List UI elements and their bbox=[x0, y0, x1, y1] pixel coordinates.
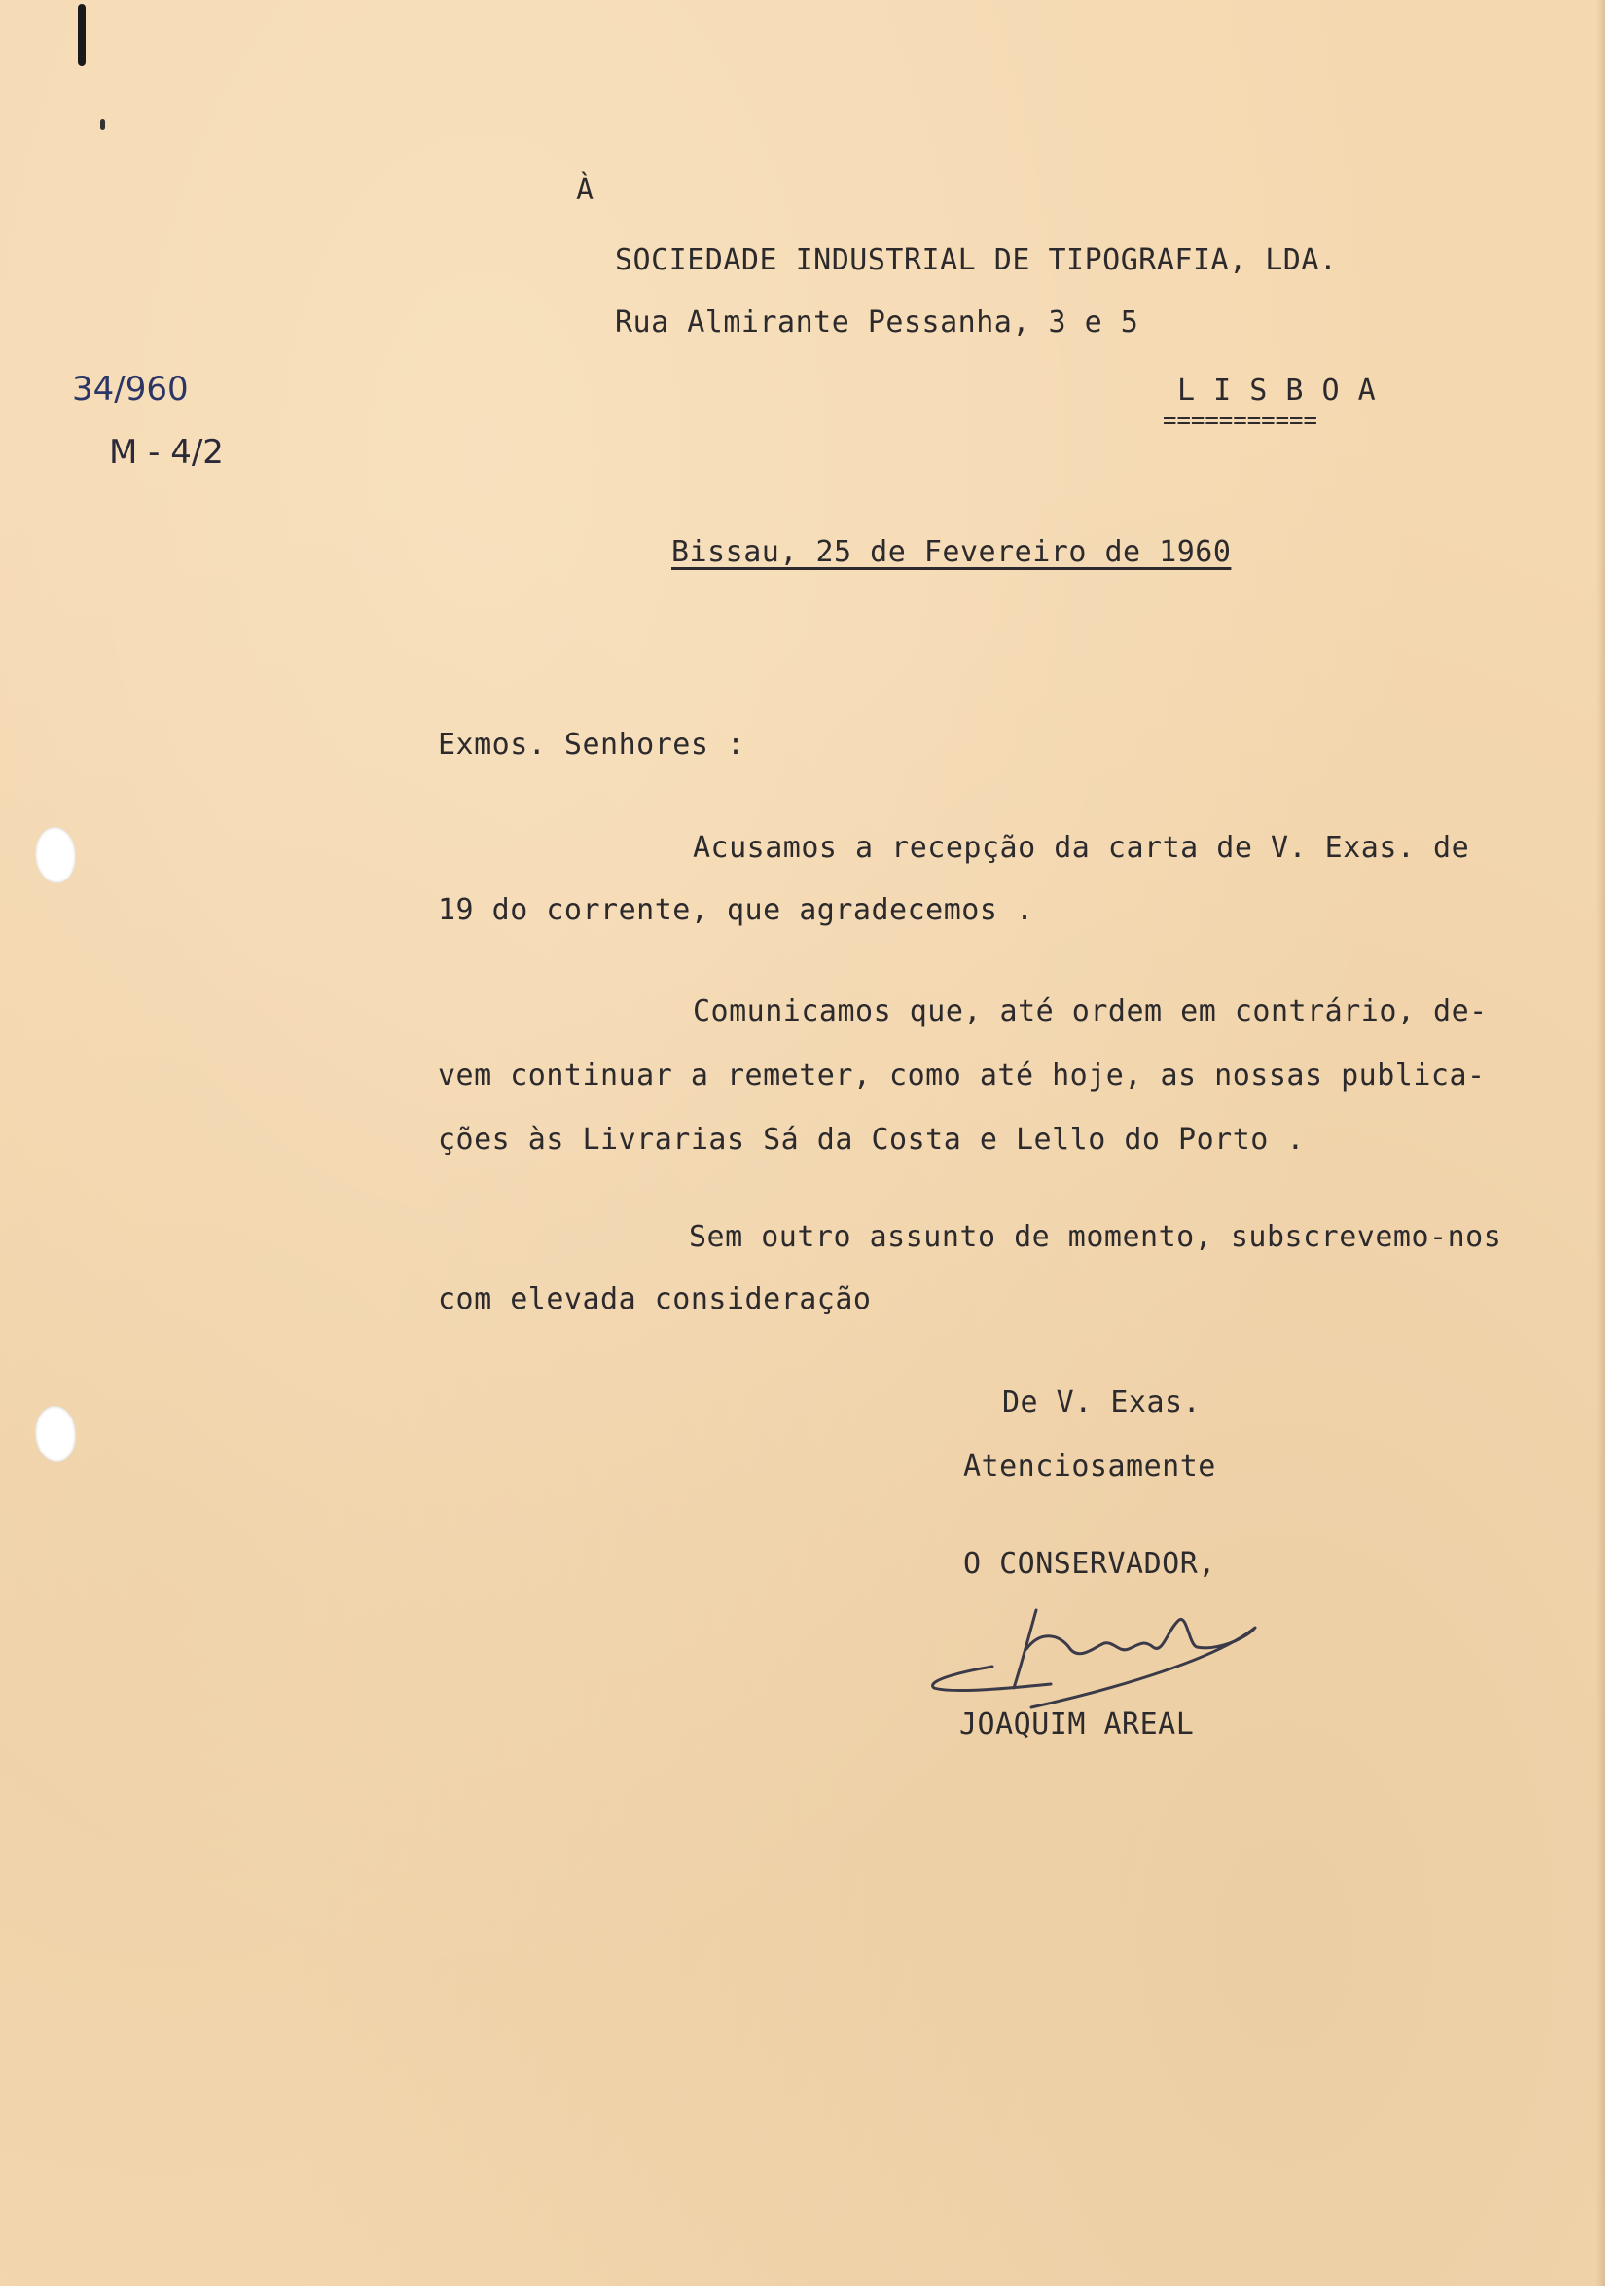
date-line: Bissau, 25 de Fevereiro de 1960 bbox=[671, 535, 1232, 569]
accent-line: À bbox=[576, 173, 594, 207]
body-line-7: com elevada consideração bbox=[438, 1282, 872, 1316]
signer-name: JOAQUIM AREAL bbox=[959, 1707, 1195, 1741]
recipient-city: L I S B O A bbox=[1177, 374, 1377, 408]
body-line-1: Acusamos a recepção da carta de V. Exas. de bbox=[693, 831, 1470, 865]
salutation: Exmos. Senhores : bbox=[438, 728, 745, 762]
body-line-3: Comunicamos que, até ordem em contrário, de- bbox=[693, 994, 1488, 1028]
ink-mark bbox=[78, 4, 86, 66]
reference-code: M - 4/2 bbox=[109, 433, 224, 472]
page-edge-shadow bbox=[1596, 0, 1605, 2286]
body-line-2: 19 do corrente, que agradecemos . bbox=[438, 893, 1034, 927]
body-line-6: Sem outro assunto de momento, subscrevemo-nos bbox=[689, 1220, 1502, 1254]
signature-mark bbox=[924, 1591, 1265, 1717]
ink-dot bbox=[100, 119, 105, 130]
recipient-street: Rua Almirante Pessanha, 3 e 5 bbox=[615, 305, 1139, 340]
city-rule: =========== bbox=[1163, 407, 1317, 434]
conservador-title: O CONSERVADOR, bbox=[963, 1547, 1216, 1581]
closing-line-1: De V. Exas. bbox=[1002, 1385, 1202, 1419]
punch-hole-top bbox=[35, 827, 76, 883]
punch-hole-bottom bbox=[35, 1406, 76, 1462]
closing-line-2: Atenciosamente bbox=[963, 1450, 1216, 1484]
recipient-name: SOCIEDADE INDUSTRIAL DE TIPOGRAFIA, LDA. bbox=[615, 243, 1338, 277]
body-line-5: ções às Livrarias Sá da Costa e Lello do Porto . bbox=[438, 1123, 1305, 1157]
body-line-4: vem continuar a remeter, como até hoje, as nossas publica- bbox=[438, 1058, 1486, 1093]
reference-number: 34/960 bbox=[72, 370, 189, 409]
